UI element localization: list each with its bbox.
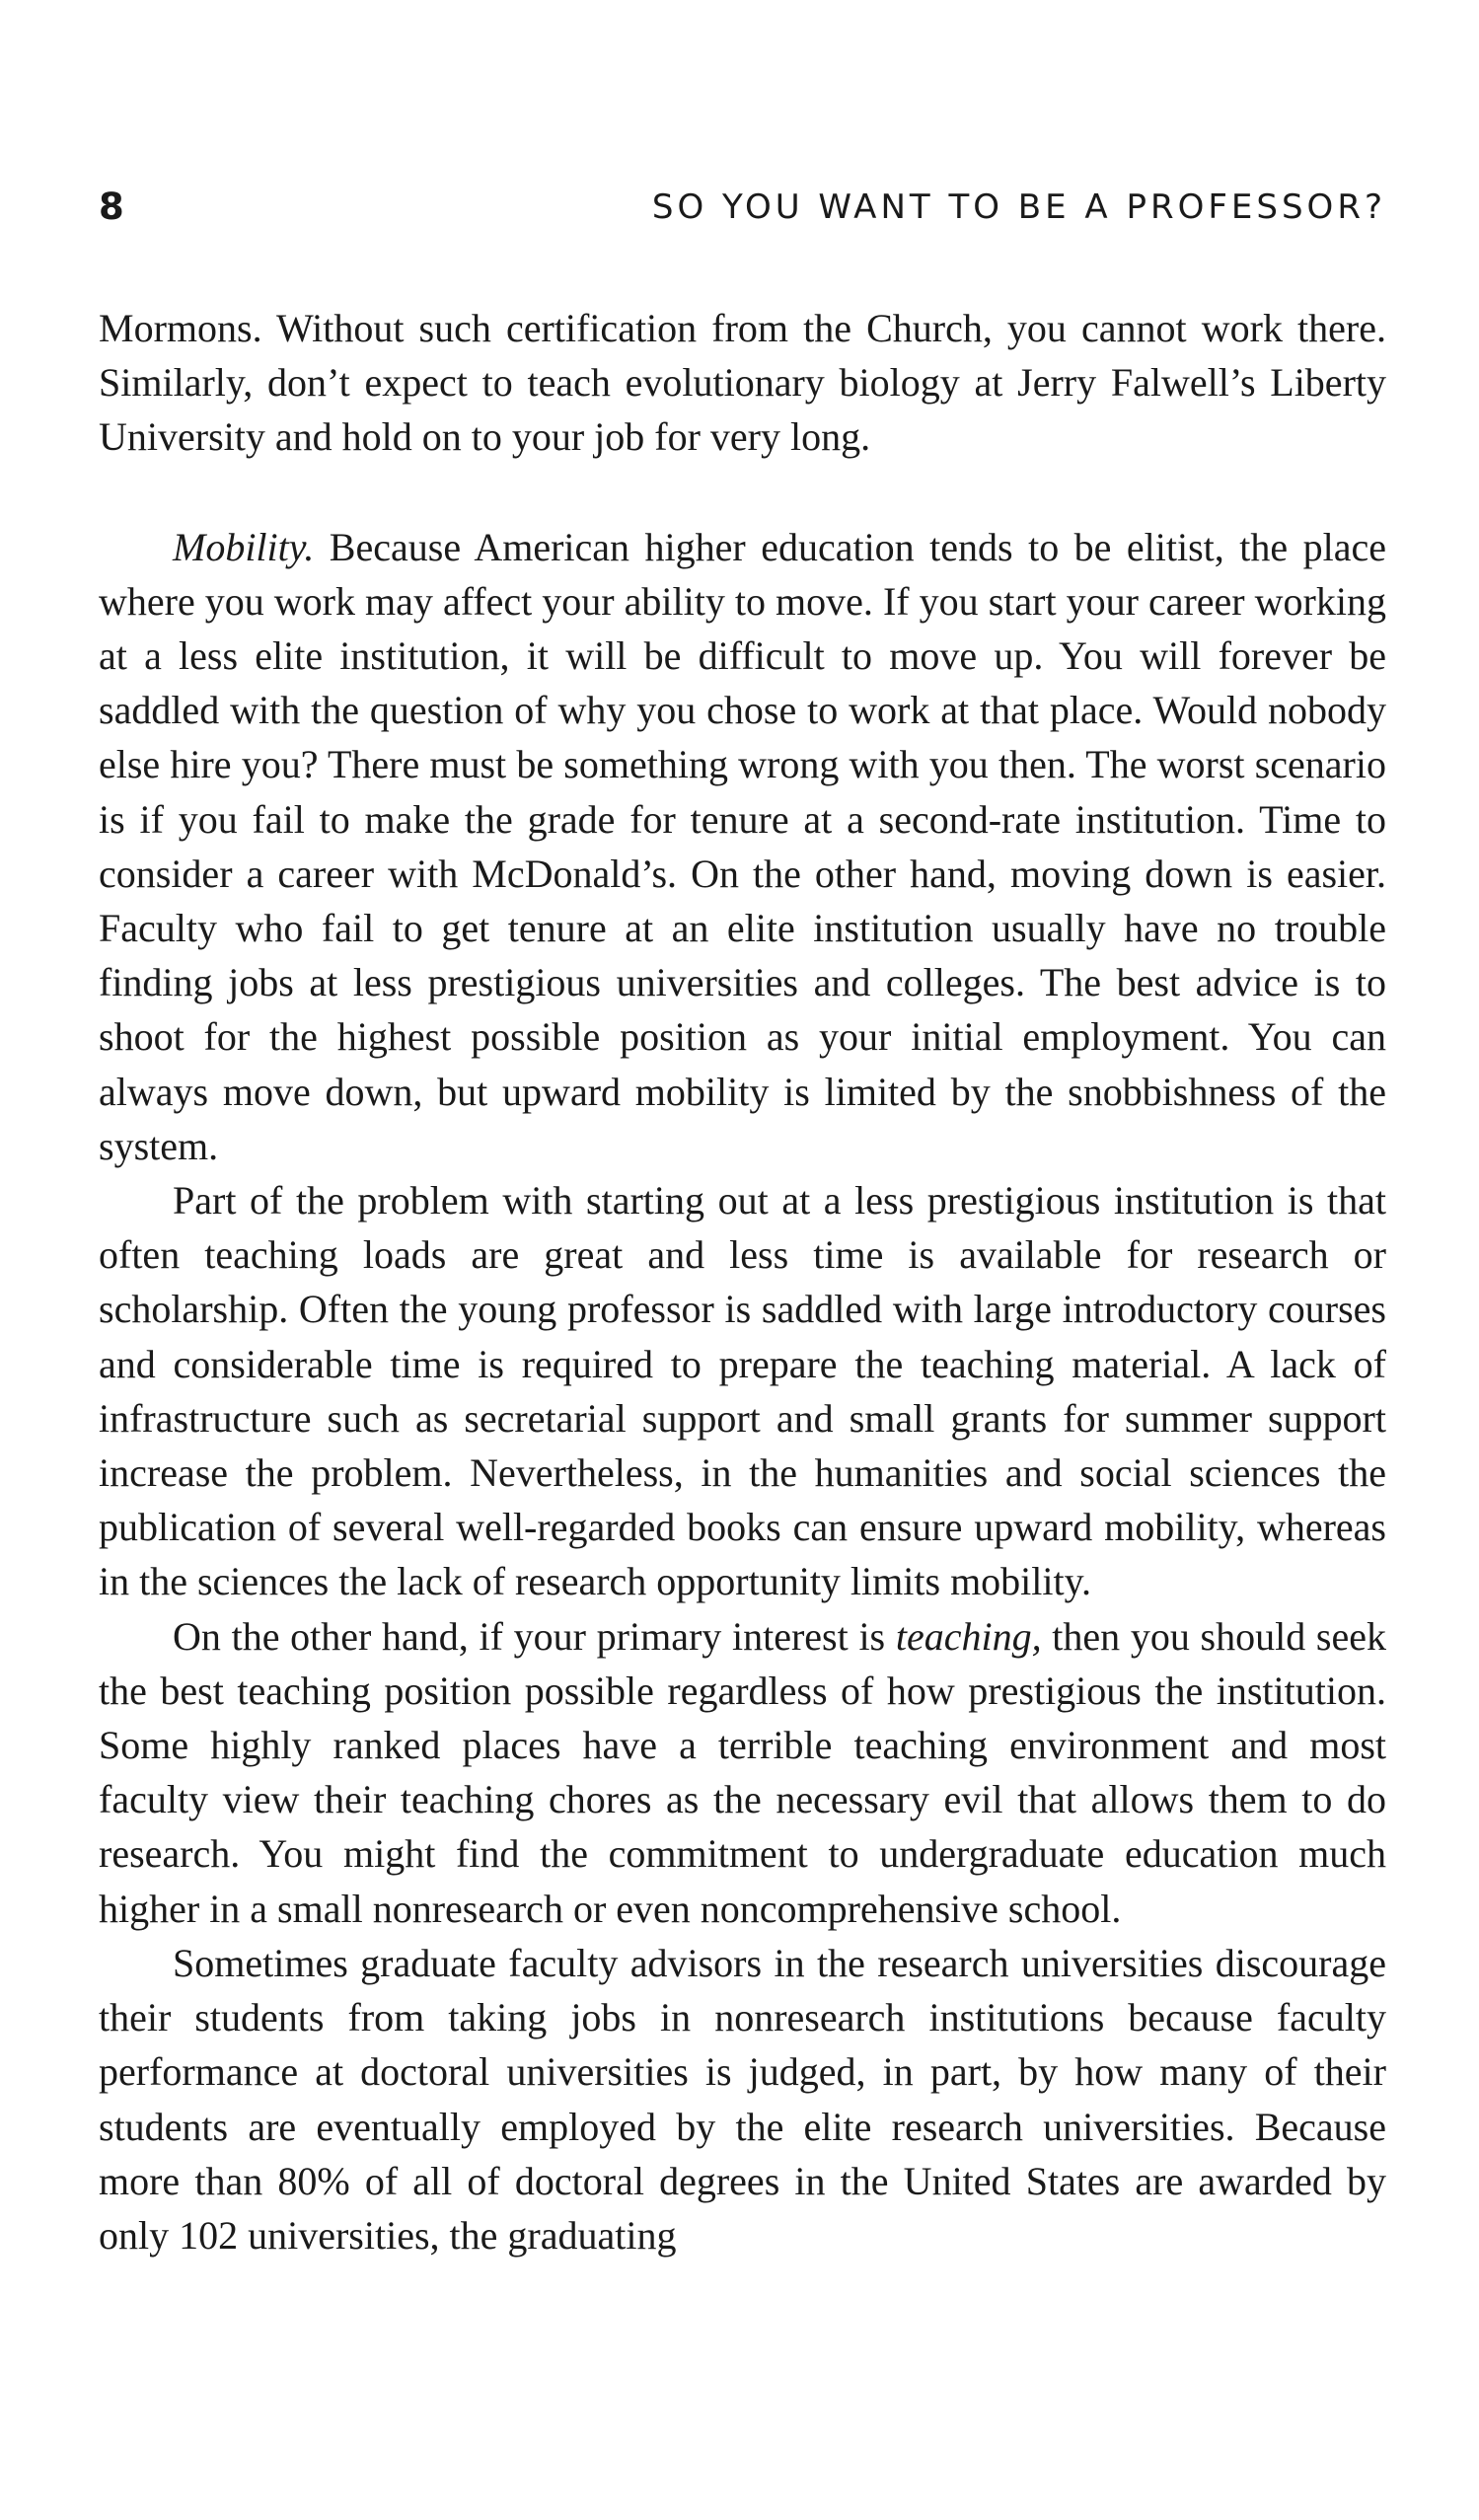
body-text [99, 301, 1386, 2262]
paragraph-mobility [99, 520, 1386, 1173]
paragraph-4-text-after: then you should seek the best teaching position possible regardless of how prestigious the institution. Some highly ranked places have a terrible teaching environment and most faculty view their teaching chores as the necessary evil that allows them to do research. You might find the commitment to undergraduate education much higher in a small nonresearch or even noncomprehensive school. [99, 1613, 1387, 1931]
paragraph-1: Mormons. Without such certification from the Church, you cannot work there. Similarly, don’t expect to teach evolutionary biology at Jerry Falwell’s Liberty University and hold on to your job for very long. [99, 306, 1386, 460]
paragraph-4-text-before: On the other hand, if your primary interest is [173, 1613, 896, 1659]
page-header [99, 185, 1386, 245]
running-head: SO YOU WANT TO BE A PROFESSOR? [651, 187, 1386, 227]
paragraph-mobility-text: Because American higher education tends to be elitist, the place where you work may affect your ability to move. If you start your career working at a less elite institution, it will be difficult to move up. You will forever be saddled with the question of why you chose to work at that place. Would nobody else hire you? There must be something wrong with you then. The worst scenario is if you fail to make the grade for tenure at a second-rate institution. Time to consider a career with McDonald’s. On the other hand, moving down is easier. Faculty who fail to get tenure at an elite institution usually have no trouble finding jobs at less prestigious universities and colleges. The best advice is to shoot for the highest possible position as your initial employment. You can always move down, but upward mobility is limited by the snobbishness of the system. [99, 524, 1386, 1168]
section-lead-mobility: Mobility. [173, 524, 315, 569]
paragraph-4 [99, 1609, 1386, 1936]
paragraph-3: Part of the problem with starting out at a less prestigious institution is that often teaching loads are great and less time is available for research or scholarship. Often the young professor is saddled with large introductory courses and considerable time is required to prepare the teaching material. A lack of infrastructure such as secretarial support and small grants for summer support increase the problem. Nevertheless, in the humanities and social sciences the publication of several well-regarded books can ensure upward mobility, whereas in the sciences the lack of research opportunity limits mobility. [99, 1178, 1386, 1604]
page-number: 8 [99, 185, 124, 228]
paragraph-5: Sometimes graduate faculty advisors in the research universities discourage their students from taking jobs in nonresearch institutions because faculty performance at doctoral universities is judged, in part, by how many of their students are eventually employed by the elite research universities. Because more than 80% of all of doctoral degrees in the United States are awarded by only 102 universities, the graduating [99, 1940, 1386, 2258]
emphasis-teaching: teaching, [895, 1613, 1042, 1659]
